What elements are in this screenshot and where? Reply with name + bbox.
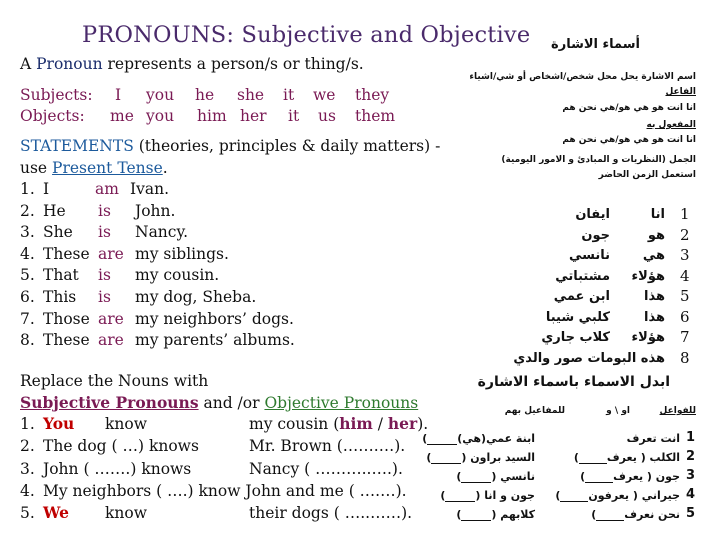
replace-verb: know	[105, 504, 147, 523]
subject-item: we	[313, 86, 336, 104]
arabic-row-number: 2	[680, 225, 690, 244]
statement-number: 7.	[20, 309, 35, 328]
arabic-replace-left-text: نحن نعرف	[624, 508, 680, 521]
arabic-replace-right-text: كلابهم (	[491, 508, 535, 521]
object-answer-her: her	[387, 414, 418, 433]
arabic-replace-left	[591, 508, 680, 521]
arabic-subject-list: انا انت هو هي هو/هي نحن هم	[562, 103, 696, 113]
replace-right-prefix: my cousin (	[249, 415, 340, 433]
arabic-row-noun: مشتباتي	[555, 268, 610, 284]
arabic-row-pronoun: هؤلاء	[631, 268, 665, 284]
object-item: it	[288, 107, 300, 125]
instruction-suffix: .	[162, 159, 168, 177]
arabic-subject-label: الفاعل	[665, 87, 696, 97]
subject-item: he	[195, 86, 215, 104]
intro-highlight: Pronoun	[36, 55, 103, 73]
arabic-row-pronoun: هذا	[644, 289, 665, 304]
arabic-paren-close: )	[426, 451, 432, 464]
answer-blank	[579, 452, 607, 464]
arabic-row-noun: نانسي	[568, 248, 610, 263]
arabic-paren-close: )	[573, 451, 579, 464]
statement-number: 2.	[20, 201, 35, 220]
statement-number: 3.	[20, 223, 35, 242]
statement-subject: This	[43, 288, 77, 306]
statement-subject: She	[43, 223, 73, 242]
objects-label: Objects:	[20, 107, 85, 125]
arabic-row-number: 3	[680, 246, 690, 264]
page-title: PRONOUNS: Subjective and Objective	[82, 22, 531, 48]
replace-left: John ( …….) knows	[43, 459, 192, 478]
arabic-and-or: او \ و	[606, 406, 630, 416]
object-answer-him: him	[339, 414, 373, 433]
statement-object: John.	[135, 201, 176, 220]
subject-item: they	[355, 86, 390, 104]
arabic-row-noun: ابن عمي	[553, 289, 610, 304]
statement-subject: These	[43, 331, 90, 350]
arabic-row-noun: كلاب جاري	[541, 330, 610, 345]
replace-number: 4.	[20, 481, 35, 500]
arabic-replace-right-text: السيد براون (	[461, 451, 535, 464]
subject-item: it	[283, 86, 295, 104]
statement-verb: are	[98, 244, 124, 263]
arabic-replace-number: 3	[686, 468, 696, 483]
statement-verb: is	[98, 201, 111, 220]
statement-verb: is	[98, 288, 111, 306]
subject-item: I	[115, 86, 122, 104]
arabic-replace-number: 2	[686, 449, 696, 464]
arabic-replace-number: 4	[686, 487, 696, 502]
arabic-paren-close: )	[456, 508, 462, 521]
arabic-replace-left-text: الكلب ( يعرف	[606, 451, 680, 464]
replace-subject-answer: You	[43, 414, 75, 433]
statement-subject: He	[43, 201, 66, 220]
statement-object: my parents’ albums.	[135, 331, 295, 350]
replace-right: Nancy ( ………..….).	[249, 459, 403, 478]
arabic-row-pronoun: هذه البومات صور والدي	[513, 350, 665, 366]
statements-instruction	[20, 157, 168, 179]
arabic-replace-left	[574, 451, 680, 464]
statement-verb: am	[95, 180, 119, 198]
answer-blank	[461, 471, 491, 483]
arabic-row-number: 4	[680, 266, 690, 285]
arabic-replace-right	[422, 432, 535, 445]
statement-number: 8.	[20, 331, 35, 350]
replace-right-sep: /	[372, 415, 388, 433]
statement-number: 6.	[20, 288, 35, 306]
arabic-replace-right	[426, 451, 535, 464]
arabic-replace-left-text: انت تعرف	[626, 432, 680, 445]
statements-subtitle: (theories, principles & daily matters) -	[133, 137, 441, 155]
answer-blank	[445, 490, 475, 502]
arabic-paren-close: )	[580, 470, 586, 483]
present-tense-link: Present Tense	[52, 159, 163, 177]
arabic-row-pronoun: هي	[642, 248, 665, 263]
answer-blank	[596, 509, 624, 521]
replace-number: 5.	[20, 504, 35, 523]
answer-blank	[560, 490, 588, 502]
statement-number: 5.	[20, 266, 35, 285]
arabic-replace-right-text: ابنة عمي(هي)	[457, 432, 535, 445]
object-item: you	[146, 107, 175, 125]
statement-number: 4.	[20, 244, 35, 263]
arabic-row-noun: ايفان	[575, 207, 610, 222]
arabic-statements-1: الجمل (النظريات و المبادئ و الامور اليومية)	[501, 155, 696, 165]
statement-verb: is	[98, 223, 111, 242]
statement-object: Ivan.	[130, 180, 170, 198]
answer-blank	[461, 509, 491, 521]
intro-line	[20, 53, 364, 75]
arabic-row-noun: جون	[581, 227, 610, 243]
instruction-prefix: use	[20, 159, 53, 177]
arabic-replace-left	[580, 470, 680, 483]
statement-object: my dog, Sheba.	[135, 288, 257, 306]
statement-verb: are	[98, 331, 124, 350]
statement-object: my siblings.	[135, 244, 229, 263]
arabic-replace-header: ابدل الاسماء باسماء الاشارة	[477, 374, 670, 390]
arabic-row-noun: كلبي شيبا	[545, 309, 610, 325]
replace-right-suffix: ).	[417, 415, 429, 433]
object-item: him	[197, 107, 227, 125]
arabic-header: أسماء الاشارة	[551, 37, 640, 52]
replace-subject-answer: We	[43, 503, 70, 523]
arabic-row-pronoun: هؤلاء	[631, 330, 665, 345]
statement-verb: are	[98, 309, 124, 328]
replace-left: My neighbors ( ….) know John and me ( ….…).	[43, 481, 407, 500]
replace-left: The dog ( …) knows	[43, 437, 199, 456]
arabic-row-pronoun: انا	[650, 207, 665, 222]
object-item: them	[355, 107, 396, 125]
arabic-replace-right	[440, 489, 535, 502]
arabic-object-list: انا انت هو هي هو/هي نحن هم	[562, 135, 696, 145]
arabic-replace-left	[627, 432, 680, 445]
statement-subject: These	[43, 244, 90, 263]
arabic-paren-close: )	[591, 508, 597, 521]
arabic-row-number: 5	[680, 287, 690, 305]
replace-line2	[20, 392, 418, 414]
objective-pronouns-label: Objective Pronouns	[264, 394, 419, 412]
arabic-paren-close: )	[440, 489, 446, 502]
replace-right: their dogs ( …..……).	[249, 504, 413, 523]
arabic-replace-left-text: جون ( يعرف	[613, 470, 680, 483]
replace-number: 1.	[20, 415, 35, 433]
object-item: me	[110, 107, 134, 125]
intro-prefix: A	[20, 55, 37, 73]
arabic-replace-right-text: نانسي (	[491, 470, 535, 483]
answer-blank	[427, 433, 457, 445]
arabic-for-objects: للمفاعيل بهم	[504, 406, 565, 416]
statement-number: 1.	[20, 180, 35, 198]
answer-blank	[431, 452, 461, 464]
object-item: her	[240, 107, 267, 125]
subjects-label: Subjects:	[20, 86, 93, 104]
arabic-row-pronoun: هو	[647, 227, 665, 243]
arabic-replace-left-text: جيراني ( يعرفون	[588, 489, 680, 502]
arabic-definition: اسم الاشارة يحل محل شخص/اشخاص أو شي/اشياء	[469, 72, 696, 82]
replace-number: 2.	[20, 437, 35, 456]
replace-line1: Replace the Nouns with	[20, 372, 209, 390]
arabic-row-number: 6	[680, 307, 690, 326]
statements-title: STATEMENTS	[20, 137, 134, 155]
statement-object: my cousin.	[135, 266, 220, 285]
statement-subject: Those	[43, 309, 90, 328]
replace-right: Mr. Brown (…….…).	[249, 437, 406, 456]
statements-heading	[20, 135, 440, 157]
subjective-pronouns-label: Subjective Pronouns	[20, 393, 199, 412]
arabic-for-subjects: للفواعل	[659, 406, 696, 416]
object-item: us	[318, 107, 336, 125]
arabic-row-number: 1	[680, 205, 690, 223]
arabic-row-number: 7	[680, 328, 690, 346]
replace-number: 3.	[20, 459, 35, 478]
arabic-replace-right	[456, 470, 535, 483]
statement-object: my neighbors’ dogs.	[135, 309, 294, 328]
arabic-replace-right-text: جون و انا (	[475, 489, 535, 502]
arabic-replace-left	[555, 489, 680, 502]
statement-subject: That	[43, 266, 79, 285]
arabic-paren-close: )	[422, 432, 428, 445]
arabic-paren-close: )	[555, 489, 561, 502]
arabic-replace-right	[456, 508, 535, 521]
statement-subject: I	[43, 180, 50, 198]
replace-right	[249, 413, 428, 435]
and-or-text: and /or	[198, 394, 265, 412]
replace-verb: know	[105, 415, 147, 433]
arabic-row-pronoun: هذا	[644, 309, 665, 325]
subject-item: she	[237, 86, 265, 104]
subject-item: you	[146, 86, 175, 104]
arabic-row-number: 8	[680, 348, 690, 367]
answer-blank	[585, 471, 613, 483]
arabic-statements-2: استعمل الزمن الحاضر	[598, 170, 696, 180]
arabic-replace-number: 5	[686, 506, 696, 521]
arabic-paren-close: )	[456, 470, 462, 483]
arabic-object-label: المفعول به	[646, 120, 696, 130]
arabic-replace-number: 1	[686, 430, 696, 445]
statement-object: Nancy.	[135, 223, 189, 242]
intro-rest: represents a person/s or thing/s.	[102, 55, 364, 73]
statement-verb: is	[98, 266, 111, 285]
